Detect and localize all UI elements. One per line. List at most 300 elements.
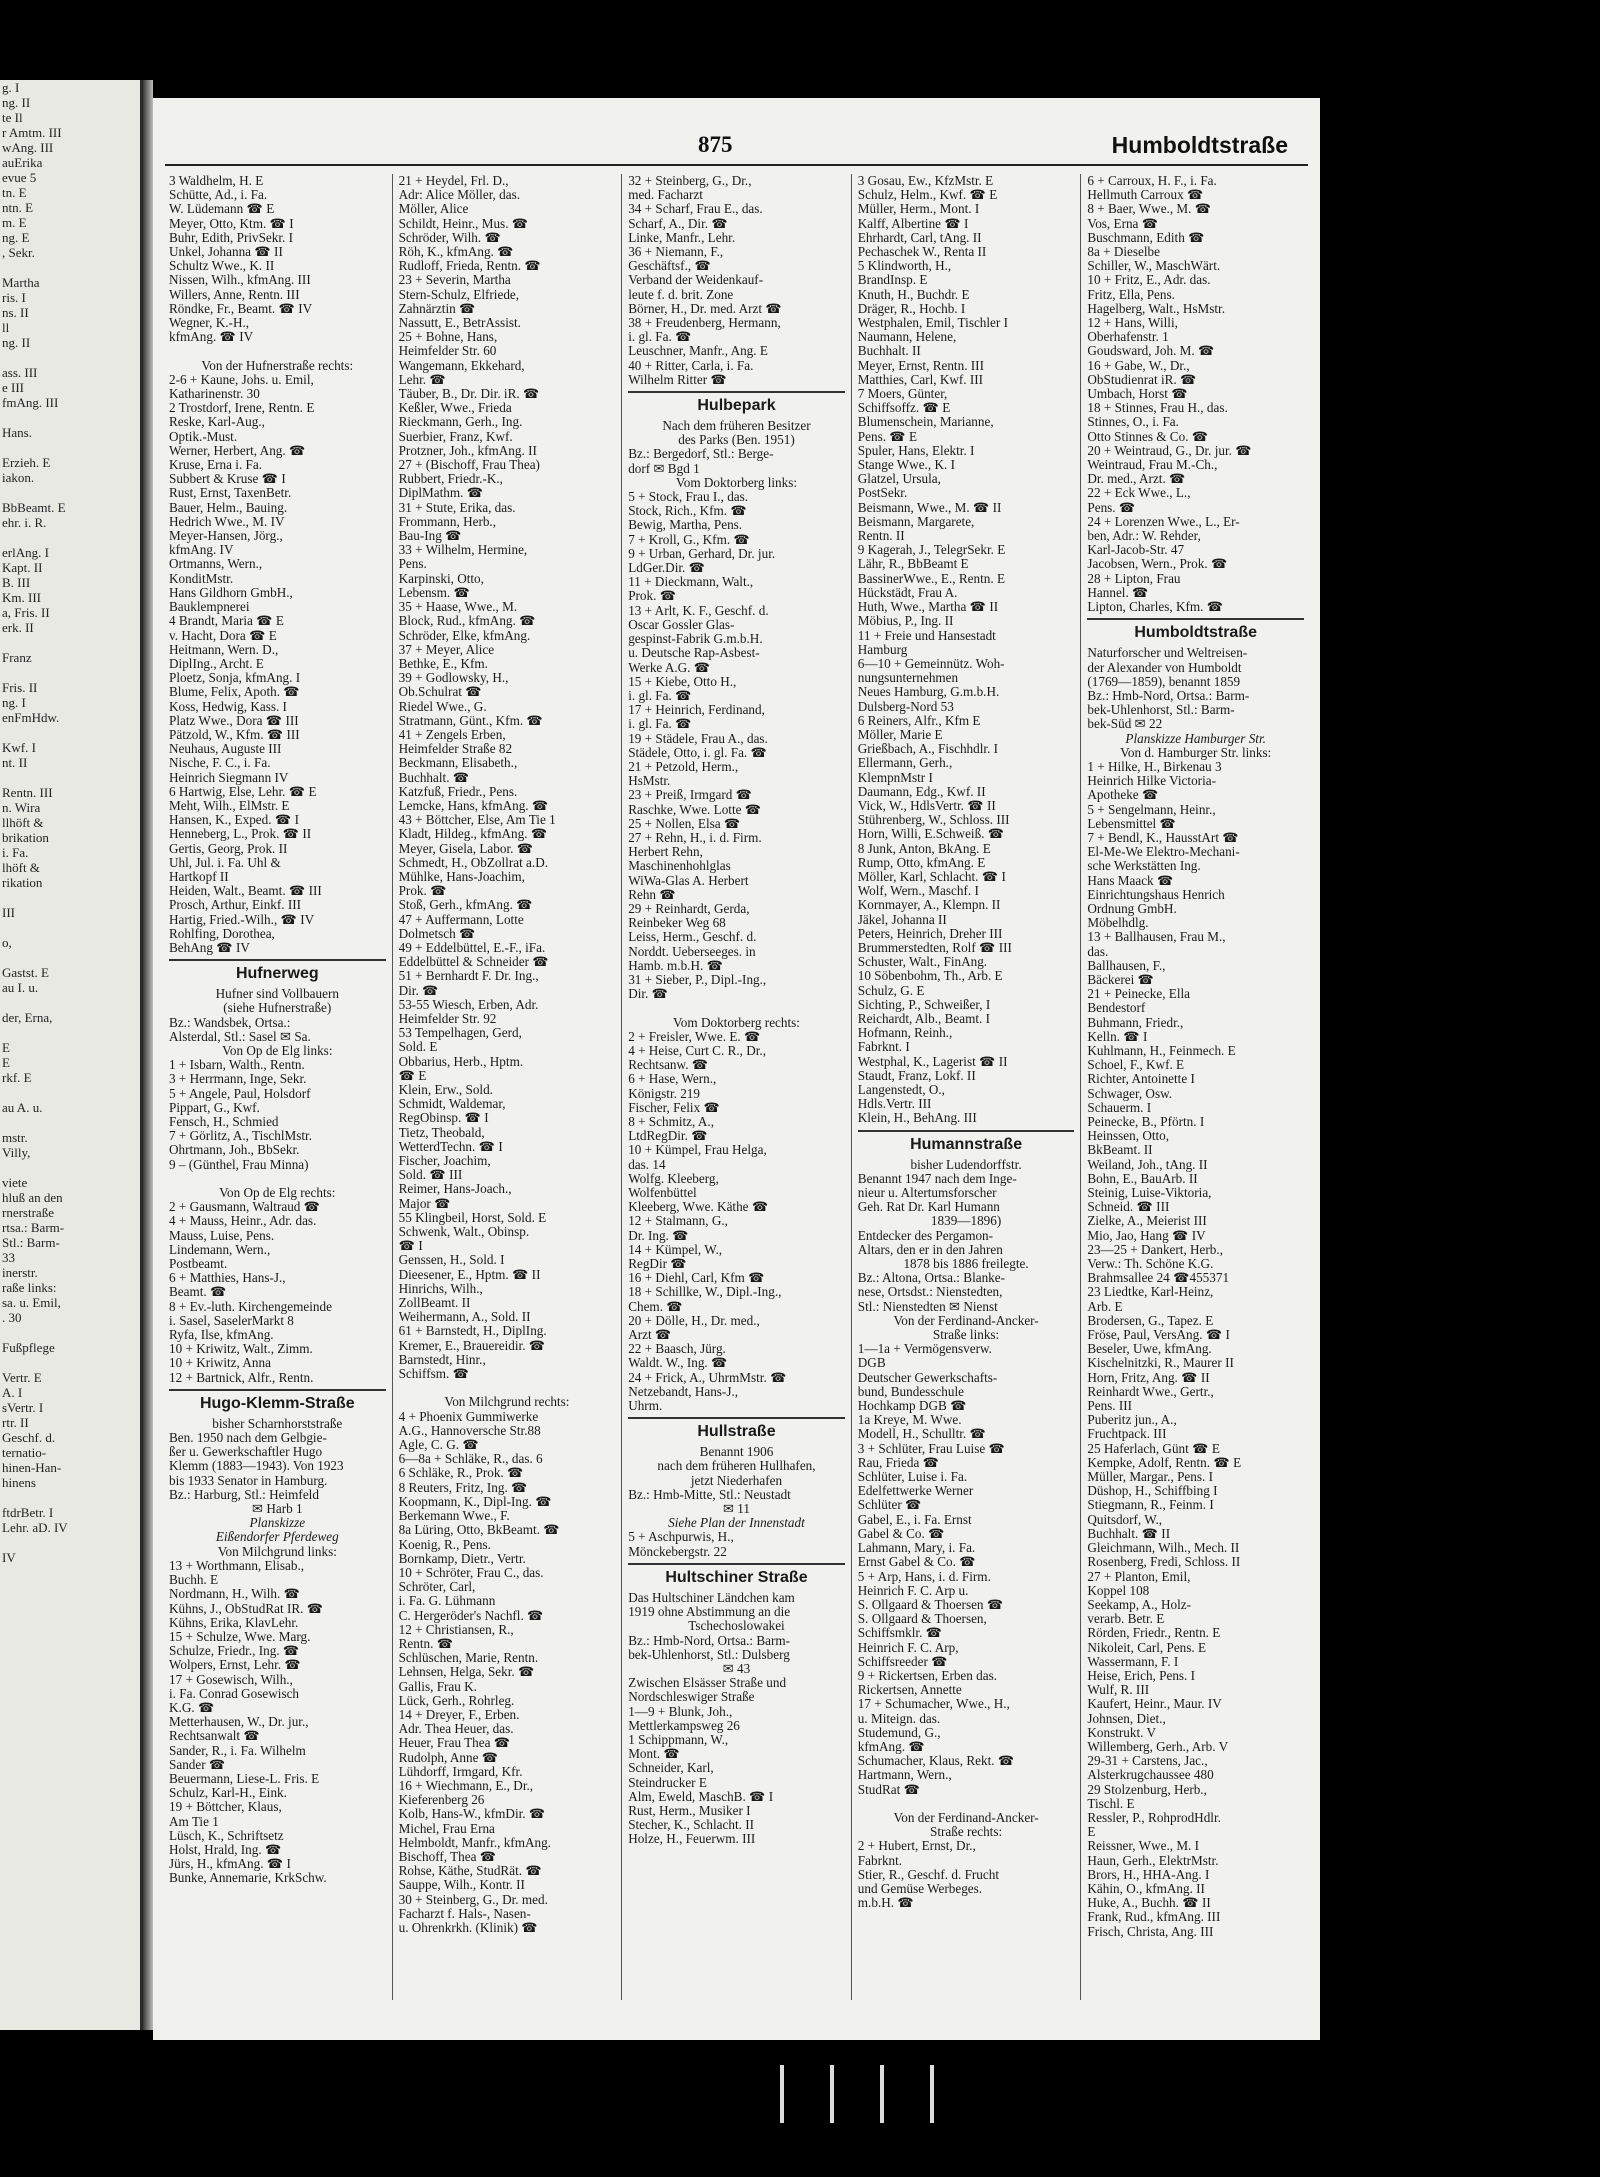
directory-entry: Leiss, Herm., Geschf. d. — [628, 930, 757, 945]
directory-entry: Dr. Ing. ☎ — [628, 1228, 689, 1243]
street-header: Humboldtstraße — [1111, 132, 1288, 158]
directory-entry: Helmboldt, Manfr., kfmAng. — [398, 1835, 551, 1850]
directory-entry: 8 + Schmitz, A., — [628, 1115, 715, 1129]
left-page-fragment — [0, 995, 140, 1010]
directory-entry: Nach dem früheren Besitzer — [662, 419, 811, 434]
left-page-fragment: llhöft & — [2, 815, 44, 830]
left-page-fragment: m. E — [2, 215, 27, 230]
directory-entry: 12 + Hans, Willi, — [1087, 316, 1178, 331]
directory-entry: 7 + Bendl, K., HausstArt ☎ — [1087, 830, 1239, 845]
directory-entry: Pens. III — [1087, 1399, 1133, 1414]
directory-entry: Fabrknt. I — [857, 1040, 910, 1055]
directory-entry: Röndke, Fr., Beamt. ☎ IV — [169, 301, 313, 316]
directory-entry: Röh, K., kfmAng. ☎ — [398, 245, 514, 260]
directory-entry: 10 + Kriwitz, Anna — [169, 1356, 271, 1371]
directory-entry: Heise, Erich, Pens. I — [1087, 1668, 1196, 1683]
directory-entry: Ehrhardt, Carl, tAng. II — [857, 230, 982, 245]
directory-entry: 16 + Gabe, W., Dr., — [1087, 358, 1190, 373]
left-page-fragment: der, Erna, — [2, 1010, 53, 1025]
directory-entry: Reinhardt Wwe., Gertr., — [1087, 1384, 1214, 1399]
directory-entry: Mühlke, Hans-Joachim, — [398, 869, 525, 884]
directory-entry: 20 + Weintraud, G., Dr. jur. ☎ — [1087, 443, 1252, 458]
directory-entry: Fischer, Felix ☎ — [628, 1100, 720, 1115]
directory-entry: 6 Schläke, R., Prok. ☎ — [398, 1466, 524, 1481]
left-page-fragment: A. I — [2, 1385, 23, 1400]
directory-entry: Steindrucker E — [628, 1775, 707, 1790]
directory-entry: Nordmann, H., Wilh. ☎ — [169, 1587, 301, 1602]
directory-entry: A.G., Hannoversche Str.88 — [398, 1423, 541, 1438]
directory-entry: Karl-Jacob-Str. 47 — [1087, 543, 1185, 558]
directory-entry: Lipton, Charles, Kfm. ☎ — [1087, 600, 1224, 615]
directory-entry: Hedrich Wwe., M. IV — [169, 514, 285, 529]
directory-entry: 29 + Reinhardt, Gerda, — [628, 901, 750, 916]
directory-entry: 9 Kagerah, J., TelegrSekr. E — [857, 543, 1006, 558]
directory-entry: Dir. ☎ — [628, 987, 669, 1002]
directory-entry: PostSekr. — [857, 486, 908, 501]
directory-entry: bisher Ludendorffstr. — [910, 1157, 1022, 1172]
directory-entry: Rudloff, Frieda, Rentn. ☎ — [398, 259, 541, 274]
directory-entry: Müller, Herm., Mont. I — [857, 202, 980, 217]
left-page-fragment — [0, 1490, 140, 1505]
directory-entry: nieur u. Altertumsforscher — [857, 1186, 997, 1201]
directory-entry: Pens. — [398, 557, 427, 572]
directory-entry: Huth, Wwe., Martha ☎ II — [857, 600, 999, 615]
left-page-fragment: evue 5 — [2, 170, 37, 185]
directory-entry: 7 Moers, Günter, — [857, 387, 948, 402]
directory-entry: Blume, Felix, Apoth. ☎ — [169, 685, 300, 700]
left-page-fragment: Erzieh. E — [2, 455, 51, 470]
directory-entry: Bornkamp, Dietr., Vertr. — [398, 1551, 526, 1566]
directory-entry: Ernst Gabel & Co. ☎ — [857, 1555, 976, 1570]
directory-entry: 8 + Baer, Wwe., M. ☎ — [1087, 202, 1212, 217]
directory-entry: Von Milchgrund rechts: — [444, 1395, 570, 1410]
column-2 — [393, 174, 623, 2000]
directory-entry: Möller, Karl, Schlacht. ☎ I — [857, 869, 1006, 884]
directory-entry: Buchhalt. II — [857, 344, 921, 359]
directory-entry: Frank, Rud., kfmAng. III — [1087, 1910, 1221, 1925]
directory-entry: Rosenberg, Fredi, Schloss. II — [1087, 1555, 1241, 1570]
directory-entry: Sander, R., i. Fa. Wilhelm — [169, 1743, 306, 1758]
directory-entry: 6—10 + Gemeinnütz. Woh- — [857, 656, 1005, 671]
directory-entry: 10 + Kriwitz, Walt., Zimm. — [169, 1342, 313, 1357]
directory-entry: Gabel, E., i. Fa. Ernst — [857, 1512, 972, 1527]
directory-entry: Konstrukt. V — [1087, 1725, 1157, 1740]
directory-entry: ßer u. Gewerkschaftler Hugo — [169, 1445, 323, 1460]
street-heading: Humboldtstraße — [1087, 618, 1304, 646]
directory-entry: 1919 ohne Abstimmung an die — [628, 1605, 791, 1620]
directory-entry: 15 + Kiebe, Otto H., — [628, 674, 737, 689]
left-page-fragment: brikation — [2, 830, 49, 845]
directory-entry: sche Werkstätten Ing. — [1087, 859, 1201, 874]
directory-entry: LdGer.Dir. ☎ — [628, 561, 706, 576]
directory-entry: Otto Stinnes & Co. ☎ — [1087, 429, 1209, 444]
directory-entry: Rubbert, Friedr.-K., — [398, 472, 503, 487]
directory-entry: gespinst-Fabrik G.m.b.H. — [628, 632, 763, 647]
directory-entry: Katzfuß, Friedr., Pens. — [398, 784, 518, 799]
directory-entry: i. Sasel, SaselerMarkt 8 — [169, 1313, 294, 1328]
directory-entry: Schumacher, Klaus, Rekt. ☎ — [857, 1754, 1015, 1769]
directory-entry: Buchh. E — [169, 1573, 219, 1588]
directory-entry: 6 Hartwig, Else, Lehr. ☎ E — [169, 784, 317, 799]
directory-entry: Gabel & Co. ☎ — [857, 1526, 945, 1541]
left-page-fragment: E — [2, 1055, 10, 1070]
street-heading: Hultschiner Straße — [628, 1563, 845, 1591]
directory-entry: Oberhafenstr. 1 — [1087, 330, 1169, 345]
directory-entry: Michel, Frau Erna — [398, 1821, 495, 1836]
directory-entry: Hagelberg, Walt., HsMstr. — [1087, 301, 1226, 316]
directory-entry: 6 + Hase, Wern., — [628, 1072, 717, 1087]
directory-entry: Bewig, Martha, Pens. — [628, 518, 743, 533]
directory-entry: Hückstädt, Frau A. — [857, 585, 958, 600]
directory-entry: 28 + Lipton, Frau — [1087, 571, 1181, 586]
directory-entry: Möbelhdlg. — [1087, 916, 1149, 931]
directory-entry: Schwenk, Walt., Obinsp. — [398, 1225, 530, 1240]
directory-entry: Nische, F. C., i. Fa. — [169, 756, 271, 771]
left-page-fragment: Villy, — [2, 1145, 31, 1160]
directory-entry: Naumann, Helene, — [857, 330, 957, 345]
directory-entry: Bz.: Hmb-Nord, Ortsa.: Barm- — [628, 1633, 791, 1648]
directory-entry: Bohn, E., BauArb. II — [1087, 1171, 1198, 1186]
directory-entry: Hufner sind Vollbauern — [215, 987, 339, 1002]
directory-entry: Königstr. 219 — [628, 1086, 700, 1101]
directory-entry: Lemcke, Hans, kfmAng. ☎ — [398, 798, 549, 813]
directory-entry: Heinrich F. C. Arp, — [857, 1640, 959, 1655]
directory-entry: 33 + Wilhelm, Hermine, — [398, 543, 528, 558]
directory-entry: Wulf, R. III — [1087, 1683, 1150, 1698]
directory-entry: Johnsen, Diet., — [1087, 1711, 1166, 1726]
directory-entry: Facharzt f. Hals-, Nasen- — [398, 1906, 531, 1921]
directory-entry: Arb. E — [1087, 1299, 1123, 1314]
left-page-fragment: viete — [2, 1175, 28, 1190]
directory-entry: K.G. ☎ — [169, 1700, 215, 1715]
directory-entry: und Gemüse Werbeges. — [857, 1881, 983, 1896]
directory-entry: 3 Waldhelm, H. E — [169, 174, 264, 188]
directory-entry: Heuer, Frau Thea ☎ — [398, 1736, 511, 1751]
left-page-fragment: o, — [2, 935, 12, 950]
directory-entry: RegDir ☎ — [628, 1257, 687, 1272]
directory-entry: Reinbeker Weg 68 — [628, 916, 726, 931]
left-page-fragment: sa. u. Emil, — [2, 1295, 61, 1310]
directory-entry: Stange Wwe., K. I — [857, 458, 955, 473]
directory-entry: Heimfelder Straße 82 — [398, 742, 513, 757]
directory-entry: Quitsdorf, W., — [1087, 1512, 1163, 1527]
directory-entry: Schulz, Helm., Kwf. ☎ E — [857, 188, 998, 203]
directory-entry: Beamt. ☎ — [169, 1285, 227, 1300]
directory-entry: 15 + Schulze, Wwe. Marg. — [169, 1629, 311, 1644]
directory-entry: Steinig, Luise-Viktoria, — [1087, 1186, 1212, 1201]
directory-entry: dorf ✉ Bgd 1 — [628, 461, 700, 476]
directory-entry: i. gl. Fa. ☎ — [628, 688, 692, 703]
directory-entry: Pens. ☎ — [1087, 500, 1136, 515]
directory-entry: BkBeamt. II — [1087, 1143, 1153, 1158]
directory-entry: 29 Stolzenburg, Herb., — [1087, 1782, 1207, 1797]
directory-entry: Rieckmann, Gerh., Ing. — [398, 415, 523, 430]
directory-entry: nach dem früheren Hullhafen, — [657, 1459, 816, 1474]
street-heading: Hufnerweg — [169, 959, 386, 987]
directory-entry: Bethke, E., Kfm. — [398, 656, 488, 671]
directory-entry: Schmidt, Waldemar, — [398, 1097, 506, 1112]
left-page-fragment — [0, 260, 140, 275]
directory-entry: 2-6 + Kaune, Johs. u. Emil, — [169, 372, 314, 387]
directory-entry: 1—1a + Vermögensverw. — [857, 1342, 992, 1357]
directory-entry: Möller, Alice — [398, 202, 469, 217]
left-page-fragment — [0, 1325, 140, 1340]
directory-entry: 3 + Schlüter, Frau Luise ☎ — [857, 1441, 1005, 1456]
left-page-fragment: ehr. i. R. — [2, 515, 47, 530]
directory-entry: Dieesener, E., Hptm. ☎ II — [398, 1267, 541, 1282]
directory-entry: Wegner, K.-H., — [169, 316, 250, 331]
directory-entry: Schlüter, Luise i. Fa. — [857, 1470, 968, 1485]
directory-entry: Schauerm. I — [1087, 1100, 1152, 1115]
left-page-fragment: BbBeamt. E — [2, 500, 66, 515]
directory-entry: 40 + Ritter, Carla, i. Fa. — [628, 358, 754, 373]
directory-entry: Ob.Schulrat ☎ — [398, 685, 482, 700]
directory-entry: Kladt, Hildeg., kfmAng. ☎ — [398, 827, 548, 842]
directory-entry: Henneberg, L., Prok. ☎ II — [169, 827, 312, 842]
left-page-fragment: ass. III — [2, 365, 38, 380]
left-page-fragment — [0, 1355, 140, 1370]
directory-entry: ✉ 11 — [722, 1502, 750, 1517]
directory-entry: Uhl, Jul. i. Fa. Uhl & — [169, 855, 281, 870]
directory-entry: Pätzold, W., Kfm. ☎ III — [169, 727, 300, 742]
directory-entry: Horn, Willi, E.Schweiß. ☎ — [857, 827, 1005, 842]
left-page-fragment: Geschf. d. — [2, 1430, 56, 1445]
left-page-fragment: e III — [2, 380, 25, 395]
directory-entry: Daumann, Edg., Kwf. II — [857, 784, 986, 799]
directory-entry: Schröter, Carl, — [398, 1580, 476, 1595]
directory-entry: Pechaschek W., Renta II — [857, 245, 987, 260]
directory-entry: ben, Adr.: W. Rehder, — [1087, 529, 1201, 544]
directory-entry: Wilhelm Ritter ☎ — [628, 372, 727, 387]
directory-entry: Waldt. W., Ing. ☎ — [628, 1356, 728, 1371]
directory-entry: Schulze, Friedr., Ing. ☎ — [169, 1644, 300, 1659]
film-mark — [880, 2065, 884, 2123]
directory-entry: Berkemann Wwe., F. — [398, 1509, 510, 1524]
directory-entry: Hartkopf II — [169, 869, 229, 884]
page-number: 875 — [698, 132, 733, 157]
directory-entry: bek-Uhlenhorst, Stl.: Dulsberg — [628, 1647, 790, 1662]
directory-entry: Studemund, G., — [857, 1725, 941, 1740]
directory-entry: das. — [1087, 944, 1109, 959]
left-page-fragment: g. I — [2, 80, 20, 95]
directory-entry: Fensch, H., Schmied — [169, 1115, 279, 1129]
directory-entry: Schlüschen, Marie, Rentn. — [398, 1651, 539, 1666]
directory-entry: Lindemann, Wern., — [169, 1242, 271, 1257]
directory-entry: Straße links: — [932, 1328, 1000, 1343]
directory-entry: Bau-Ing ☎ — [398, 529, 462, 544]
directory-entry: Meyer, Otto, Ktm. ☎ I — [169, 216, 294, 231]
directory-entry: 14 + Dreyer, F., Erben. — [398, 1707, 520, 1722]
directory-entry: Beismann, Wwe., M. ☎ II — [857, 500, 1002, 515]
directory-entry: Börner, H., Dr. med. Arzt ☎ — [628, 301, 782, 316]
directory-entry: Grießbach, A., Fischhdlr. I — [857, 742, 999, 757]
directory-entry: Meyer-Hansen, Jörg., — [169, 529, 283, 544]
directory-entry: der Alexander von Humboldt — [1087, 660, 1242, 675]
left-page-fragment — [0, 485, 140, 500]
directory-entry: Hans Maack ☎ — [1087, 873, 1174, 888]
directory-entry: Ressler, P., RohprodHdlr. — [1087, 1810, 1221, 1825]
directory-entry: Kruse, Erna i. Fa. — [169, 458, 263, 473]
directory-entry: Ryfa, Ilse, kfmAng. — [169, 1328, 274, 1343]
directory-entry: Fischer, Joachim, — [398, 1154, 491, 1169]
directory-entry: Bunke, Annemarie, KrkSchw. — [169, 1871, 327, 1886]
directory-entry: Spuler, Hans, Elektr. I — [857, 443, 975, 458]
directory-entry: Postbeamt. — [169, 1257, 228, 1272]
left-page-fragment: , Sekr. — [2, 245, 35, 260]
directory-entry: 11 + Freie und Hansestadt — [857, 628, 996, 643]
directory-entry: 11 + Dieckmann, Walt., — [628, 575, 754, 590]
directory-entry: Block, Rud., kfmAng. ☎ — [398, 614, 536, 629]
directory-entry: Wolfenbüttel — [628, 1186, 697, 1201]
directory-entry: Schneid. ☎ III — [1087, 1200, 1170, 1215]
directory-entry: Heinrich Hilke Victoria- — [1087, 774, 1216, 789]
left-page-fragment: Vertr. E — [2, 1370, 42, 1385]
directory-entry: Metterhausen, W., Dr. jur., — [169, 1715, 309, 1730]
directory-entry: Neues Hamburg, G.m.b.H. — [857, 685, 1000, 700]
directory-entry: 4 + Heise, Curt C. R., Dr., — [628, 1043, 767, 1058]
directory-entry: 22 + Eck Wwe., L., — [1087, 486, 1191, 501]
directory-entry: C. Hergeröder's Nachfl. ☎ — [398, 1608, 544, 1623]
left-page-fragment: ris. I — [2, 290, 26, 305]
directory-entry: 23 + Severin, Martha — [398, 273, 511, 288]
left-page-fragment: raße links: — [2, 1280, 57, 1295]
directory-entry: m.b.H. ☎ — [857, 1896, 914, 1911]
directory-entry: Neuhaus, Auguste III — [169, 742, 282, 757]
left-page-fragment: B. III — [2, 575, 31, 590]
directory-entry: Genssen, H., Sold. I — [398, 1253, 505, 1268]
directory-entry: 5 + Sengelmann, Heinr., — [1087, 802, 1216, 817]
left-page-fragment — [0, 410, 140, 425]
left-page-fragment: . 30 — [2, 1310, 22, 1325]
directory-entry: 1 + Hilke, H., Birkenau 3 — [1087, 759, 1222, 774]
directory-entry: HsMstr. — [628, 774, 671, 789]
directory-entry: Suerbier, Franz, Kwf. — [398, 429, 513, 444]
directory-entry: 30 + Steinberg, G., Dr. med. — [398, 1892, 548, 1907]
directory-entry: El-Me-We Elektro-Mechani- — [1087, 845, 1240, 860]
directory-entry: Reske, Karl-Aug., — [169, 415, 265, 430]
directory-entry: ✉ Harb 1 — [251, 1502, 303, 1517]
directory-entry: 23 + Preiß, Irmgard ☎ — [628, 788, 753, 803]
directory-entry: 10 + Kümpel, Frau Helga, — [628, 1143, 767, 1158]
left-page-fragment: Gastst. E — [2, 965, 49, 980]
directory-entry: Bauer, Helm., Bauing. — [169, 500, 288, 515]
directory-entry: Möller, Marie E — [857, 727, 943, 742]
directory-entry: Lahmann, Mary, i. Fa. — [857, 1541, 976, 1556]
directory-entry: Adr: Alice Möller, das. — [398, 188, 521, 203]
left-page-fragment: Fris. II — [2, 680, 38, 695]
directory-entry: 7 + Kroll, G., Kfm. ☎ — [628, 532, 750, 547]
left-page-fragment: Lehr. aD. IV — [2, 1520, 68, 1535]
directory-entry — [628, 1001, 845, 1015]
directory-entry: Leuschner, Manfr., Ang. E — [628, 344, 768, 359]
left-page-fragment: au A. u. — [2, 1100, 43, 1115]
directory-entry: 5 + Aschpurwis, H., — [628, 1530, 734, 1545]
directory-entry: 16 + Wiechmann, E., Dr., — [398, 1778, 534, 1793]
directory-entry: 22 + Baasch, Jürg. — [628, 1342, 726, 1357]
directory-entry: DiplMathm. ☎ — [398, 486, 484, 501]
directory-entry: Wangemann, Ekkehard, — [398, 358, 525, 373]
directory-entry: 32 + Steinberg, G., Dr., — [628, 174, 752, 188]
directory-entry — [858, 1797, 1075, 1811]
left-page-fragment: III — [2, 905, 15, 920]
directory-entry: Koopmann, K., Dipl-Ing. ☎ — [398, 1494, 552, 1509]
directory-entry: Lehnsen, Helga, Sekr. ☎ — [398, 1665, 535, 1680]
film-mark — [830, 2065, 834, 2123]
left-page-fragment: mstr. — [2, 1130, 28, 1145]
directory-entry: Frommann, Herb., — [398, 514, 497, 529]
directory-entry: verarb. Betr. E — [1087, 1612, 1165, 1627]
film-marks — [780, 2065, 980, 2125]
directory-entry: LtdRegDir. ☎ — [628, 1129, 708, 1144]
directory-entry: Kolb, Hans-W., kfmDir. ☎ — [398, 1807, 546, 1822]
left-page-fragment: te Il — [2, 110, 23, 125]
left-page-fragment: i. Fa. — [2, 845, 29, 860]
directory-entry: Horn, Fritz, Ang. ☎ II — [1087, 1370, 1210, 1385]
directory-entry: Bz.: Harburg, Stl.: Heimfeld — [169, 1487, 319, 1502]
directory-entry: Kühns, Erika, KlavLehr. — [169, 1615, 299, 1630]
directory-entry: Schröder, Wilh. ☎ — [398, 230, 501, 245]
directory-entry: 39 + Godlowsky, H., — [398, 671, 509, 686]
directory-entry: Rudolph, Anne ☎ — [398, 1750, 499, 1765]
directory-entry: 8a Lüring, Otto, BkBeamt. ☎ — [398, 1523, 560, 1538]
directory-entry: Stern-Schulz, Elfriede, — [398, 287, 520, 302]
directory-entry: Linke, Manfr., Lehr. — [628, 230, 736, 245]
left-page-fragment — [0, 1085, 140, 1100]
directory-entry: Willemberg, Gerh., Arb. V — [1087, 1739, 1229, 1754]
directory-entry: Zielke, A., Meierist III — [1087, 1214, 1207, 1229]
directory-entry: W. Lüdemann ☎ E — [169, 202, 275, 217]
directory-entry: Sauppe, Wilh., Kontr. II — [398, 1878, 525, 1893]
left-page-fragment — [0, 665, 140, 680]
directory-entry: Heiden, Walt., Beamt. ☎ III — [169, 884, 322, 899]
directory-entry: 36 + Niemann, F., — [628, 245, 724, 260]
directory-entry: Rechtsanw. ☎ — [628, 1058, 709, 1073]
directory-entry: Ohrtmann, Joh., BbSekr. — [169, 1143, 300, 1158]
directory-entry: Richter, Antoinette I — [1087, 1072, 1195, 1087]
directory-entry: Ben. 1950 nach dem Gelbgie- — [169, 1431, 327, 1446]
directory-entry: Fröse, Paul, VersAng. ☎ I — [1087, 1328, 1230, 1343]
directory-entry: Eddelbüttel & Schneider ☎ — [398, 955, 549, 970]
directory-entry — [399, 1381, 616, 1395]
directory-entry — [169, 1172, 386, 1186]
directory-entry: Stl.: Nienstedten ✉ Nienst — [857, 1299, 998, 1314]
directory-entry: Kaufert, Heinr., Maur. IV — [1087, 1697, 1222, 1712]
left-page-fragment — [0, 350, 140, 365]
directory-entry: bis 1933 Senator in Hamburg. — [169, 1473, 328, 1488]
directory-entry: 8 Junk, Anton, BkAng. E — [857, 841, 991, 856]
directory-entry: das. 14 — [628, 1157, 666, 1172]
directory-entry: Raschke, Wwe. Lotte ☎ — [628, 802, 762, 817]
directory-entry: Einrichtungshaus Henrich — [1087, 887, 1225, 902]
directory-entry: Geh. Rat Dr. Karl Humann — [857, 1200, 1000, 1215]
directory-entry: i. gl. Fa. ☎ — [628, 330, 692, 345]
directory-entry: Das Hultschiner Ländchen kam — [628, 1590, 795, 1605]
directory-entry: Jacobsen, Wern., Prok. ☎ — [1087, 557, 1228, 572]
directory-entry: 21 + Heydel, Frl. D., — [398, 174, 509, 188]
left-page-fragment — [0, 440, 140, 455]
directory-entry: Rump, Otto, kfmAng. E — [857, 855, 986, 870]
directory-entry: Meyer, Gisela, Labor. ☎ — [398, 841, 534, 856]
directory-entry: Klein, H., BehAng. III — [857, 1111, 977, 1126]
directory-entry: Klemm (1883—1943). Von 1923 — [169, 1459, 344, 1474]
directory-entry: 29-31 + Carstens, Jac., — [1087, 1754, 1208, 1769]
left-page-fragment — [0, 530, 140, 545]
directory-entry: Buschmann, Edith ☎ — [1087, 230, 1205, 245]
left-page-fragment — [0, 725, 140, 740]
directory-entry: Schiffsreeder ☎ — [857, 1654, 948, 1669]
directory-entry: Optik.-Must. — [169, 429, 238, 444]
directory-entry: Hdls.Vertr. III — [857, 1097, 932, 1112]
